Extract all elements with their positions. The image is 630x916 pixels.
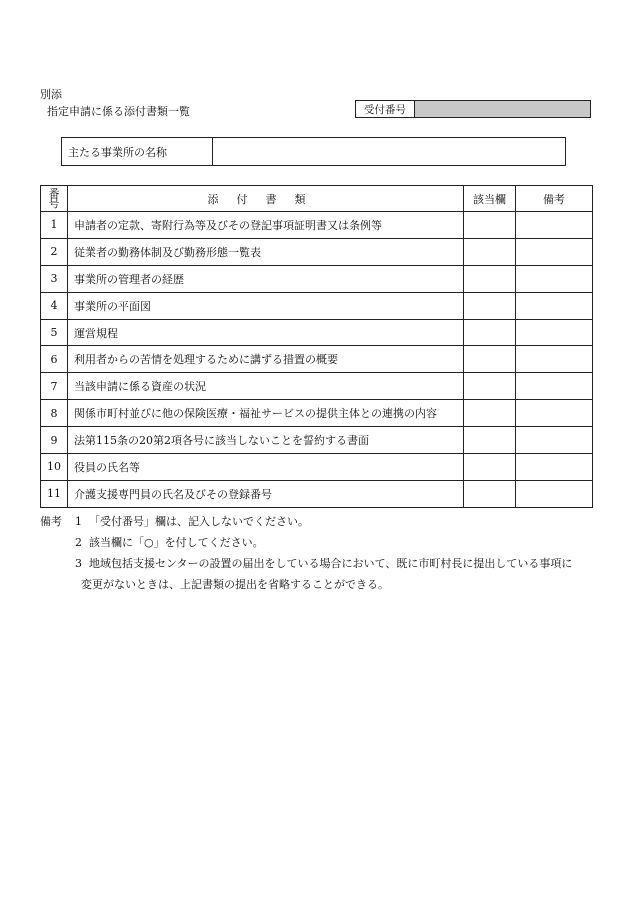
notes-section (40, 511, 600, 595)
document-title: 指定申請に係る添付書類一覧 (47, 105, 190, 118)
note-text: 該当欄に「○」を付してください。 (89, 536, 264, 549)
header-remarks: 備考 (516, 186, 593, 212)
row-applicable-cell[interactable] (464, 292, 516, 319)
row-remarks-cell[interactable] (516, 454, 593, 481)
row-applicable-cell[interactable] (464, 265, 516, 292)
table-header-row (41, 186, 593, 212)
row-document-name: 当該申請に係る資産の状況 (68, 373, 464, 400)
row-document-name: 運営規程 (68, 319, 464, 346)
row-number: 6 (41, 346, 68, 373)
table-row (41, 319, 593, 346)
row-remarks-cell[interactable] (516, 346, 593, 373)
note-text: 「受付番号」欄は、記入しないでください。 (89, 515, 309, 528)
row-document-name: 関係市町村並びに他の保険医療・福祉サービスの提供主体との連携の内容 (68, 400, 464, 427)
table-row (41, 480, 593, 507)
row-number: 4 (41, 292, 68, 319)
row-remarks-cell[interactable] (516, 292, 593, 319)
header-number-line2: 号 (48, 196, 60, 210)
table-row (41, 238, 593, 265)
row-remarks-cell[interactable] (516, 427, 593, 454)
row-number: 1 (41, 212, 68, 239)
table-row (41, 265, 593, 292)
header-document: 添付書類 (68, 186, 464, 212)
row-remarks-cell[interactable] (516, 400, 593, 427)
row-applicable-cell[interactable] (464, 454, 516, 481)
row-document-name: 申請者の定款、寄附行為等及びその登記事項証明書又は条例等 (68, 212, 464, 239)
office-name-label: 主たる事業所の名称 (62, 138, 213, 165)
table-row (41, 292, 593, 319)
row-remarks-cell[interactable] (516, 238, 593, 265)
row-remarks-cell[interactable] (516, 212, 593, 239)
header-number (41, 186, 68, 212)
row-remarks-cell[interactable] (516, 373, 593, 400)
row-document-name: 利用者からの苦情を処理するために講ずる措置の概要 (68, 346, 464, 373)
table-row (41, 346, 593, 373)
table-row (41, 400, 593, 427)
row-number: 9 (41, 427, 68, 454)
row-applicable-cell[interactable] (464, 319, 516, 346)
row-remarks-cell[interactable] (516, 265, 593, 292)
row-number: 7 (41, 373, 68, 400)
row-document-name: 従業者の勤務体制及び勤務形態一覧表 (68, 238, 464, 265)
table-row (41, 212, 593, 239)
note-number: 3 (75, 557, 82, 570)
row-document-name: 役員の氏名等 (68, 454, 464, 481)
annex-label: 別添 (40, 88, 62, 101)
header-number-line1: 番 (48, 186, 60, 200)
office-name-field[interactable] (213, 138, 565, 165)
row-applicable-cell[interactable] (464, 427, 516, 454)
note-continuation: 変更がないときは、上記書類の提出を省略することができる。 (81, 578, 389, 591)
row-applicable-cell[interactable] (464, 373, 516, 400)
row-applicable-cell[interactable] (464, 212, 516, 239)
row-document-name: 法第115条の20第2項各号に該当しないことを誓約する書面 (68, 427, 464, 454)
table-row (41, 427, 593, 454)
row-applicable-cell[interactable] (464, 400, 516, 427)
row-number: 10 (41, 454, 68, 481)
receipt-number-label: 受付番号 (356, 101, 415, 117)
row-applicable-cell[interactable] (464, 238, 516, 265)
row-document-name: 事業所の平面図 (68, 292, 464, 319)
office-name-box (61, 137, 566, 166)
row-applicable-cell[interactable] (464, 346, 516, 373)
receipt-number-box (355, 100, 591, 118)
note-number: 1 (75, 515, 82, 528)
row-number: 11 (41, 480, 68, 507)
note-number: 2 (75, 536, 82, 549)
receipt-number-field[interactable] (415, 101, 590, 117)
row-number: 2 (41, 238, 68, 265)
note-text: 地域包括支援センターの設置の届出をしている場合において、既に市町村長に提出している事項に (89, 557, 573, 570)
table-row (41, 373, 593, 400)
header-applicable: 該当欄 (464, 186, 516, 212)
row-number: 5 (41, 319, 68, 346)
row-number: 3 (41, 265, 68, 292)
row-applicable-cell[interactable] (464, 480, 516, 507)
notes-heading: 備考 (40, 515, 62, 528)
row-remarks-cell[interactable] (516, 319, 593, 346)
row-document-name: 事業所の管理者の経歴 (68, 265, 464, 292)
table-row (41, 454, 593, 481)
row-remarks-cell[interactable] (516, 480, 593, 507)
row-number: 8 (41, 400, 68, 427)
row-document-name: 介護支援専門員の氏名及びその登録番号 (68, 480, 464, 507)
attachment-table (40, 185, 593, 508)
